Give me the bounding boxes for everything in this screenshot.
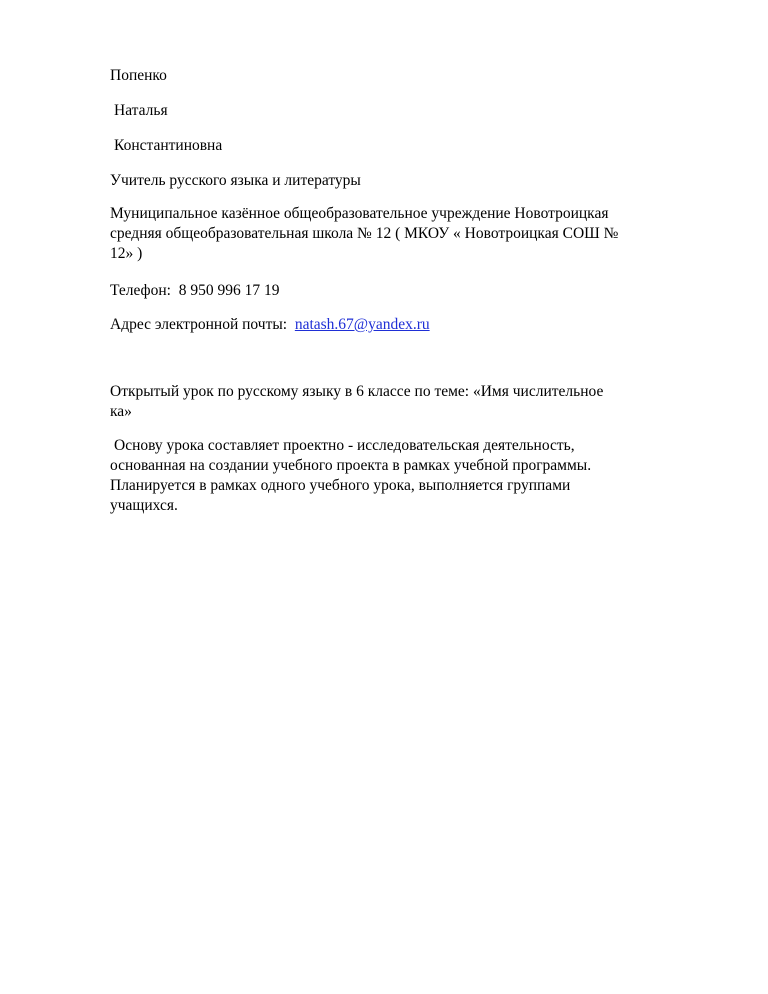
phone-row (110, 281, 279, 301)
email-label: Адрес электронной почты: (110, 316, 288, 333)
email-row (110, 315, 430, 335)
lesson-description-line: учащихся. (110, 497, 178, 514)
institution-line: 12» ) (110, 245, 143, 262)
institution-line: средняя общеобразовательная школа № 12 ( МКОУ « Новотроицкая СОШ № (110, 225, 619, 242)
author-patronymic: Константиновна (114, 137, 223, 154)
author-first-name: Наталья (114, 102, 168, 119)
lesson-title-line: ка» (110, 403, 132, 420)
phone-label: Телефон: (110, 282, 171, 299)
institution-line: Муниципальное казённое общеобразовательное учреждение Новотроицкая (110, 205, 609, 222)
lesson-description-line: основанная на создании учебного проекта в рамках учебной программы. (110, 457, 592, 474)
lesson-title-line: Открытый урок по русскому языку в 6 классе по теме: «Имя числительное (110, 383, 604, 400)
author-surname: Попенко (110, 67, 167, 84)
lesson-description-line: Планируется в рамках одного учебного урока, выполняется группами (110, 477, 571, 494)
institution-paragraph (110, 204, 720, 264)
lesson-description-paragraph (110, 436, 720, 516)
email-link[interactable]: natash.67@yandex.ru (294, 316, 430, 333)
author-position: Учитель русского языка и литературы (110, 172, 361, 189)
phone-number: 8 950 996 17 19 (178, 282, 280, 299)
lesson-title-paragraph (110, 382, 720, 422)
lesson-description-line: Основу урока составляет проектно - исследовательская деятельность, (114, 437, 575, 454)
